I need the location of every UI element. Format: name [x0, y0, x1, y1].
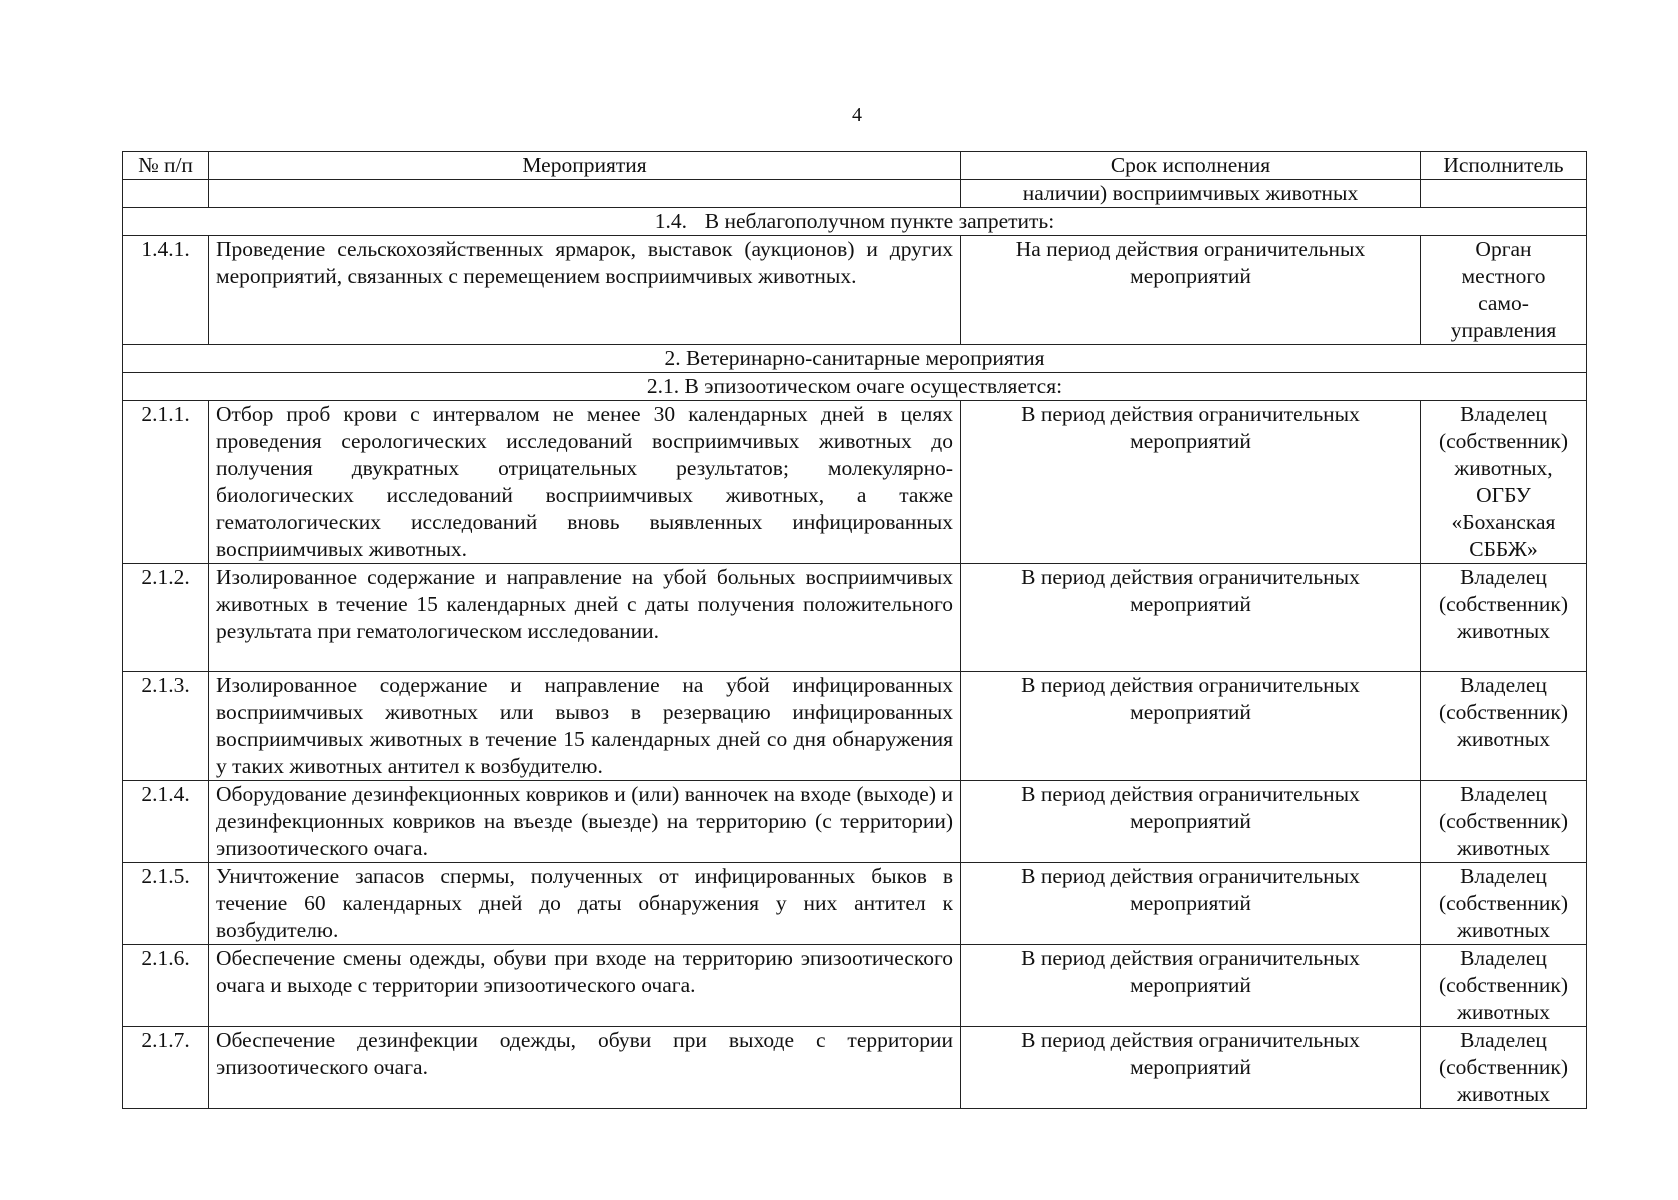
table-row [123, 863, 1587, 945]
row-executor: Владелец (собственник) животных [1421, 863, 1587, 945]
row-term: В период действия ограничительных мероприятий [961, 781, 1421, 863]
header-executor: Исполнитель [1421, 152, 1587, 180]
section-1-4-number: 1.4. [654, 209, 688, 233]
row-activity: Уничтожение запасов спермы, полученных от инфицированных быков в течение 60 календарных дней до даты обнаружения у них антител к возбудителю. [209, 863, 961, 945]
section-2-1-heading: 2.1. В эпизоотическом очаге осуществляется: [123, 373, 1587, 401]
row-activity: Проведение сельскохозяйственных ярмарок, выставок (аукционов) и других мероприятий, связанных с перемещением восприимчивых животных. [209, 236, 961, 345]
row-executor: Владелец (собственник) животных, ОГБУ «Боханская СББЖ» [1421, 401, 1587, 564]
row-term: На период действия ограничительных мероприятий [961, 236, 1421, 345]
row-executor: Владелец (собственник) животных [1421, 564, 1587, 672]
row-executor: Владелец (собственник) животных [1421, 781, 1587, 863]
table-row [123, 401, 1587, 564]
row-executor: Владелец (собственник) животных [1421, 945, 1587, 1027]
row-term: В период действия ограничительных мероприятий [961, 672, 1421, 781]
row-term: В период действия ограничительных мероприятий [961, 1027, 1421, 1109]
section-1-4-heading [123, 208, 1587, 236]
table-row [123, 672, 1587, 781]
page-number: 4 [852, 104, 862, 126]
row-number: 2.1.1. [123, 401, 209, 564]
row-number: 2.1.7. [123, 1027, 209, 1109]
continuation-row [123, 180, 1587, 208]
row-activity: Оборудование дезинфекционных ковриков и (или) ванночек на входе (выходе) и дезинфекционных ковриков на въезде (выезде) на территорию (с территории) эпизоотического очага. [209, 781, 961, 863]
row-executor: Владелец (собственник) животных [1421, 1027, 1587, 1109]
row-number: 2.1.4. [123, 781, 209, 863]
header-term: Срок исполнения [961, 152, 1421, 180]
row-term: В период действия ограничительных мероприятий [961, 945, 1421, 1027]
continuation-executor [1421, 180, 1587, 208]
continuation-num [123, 180, 209, 208]
table-header-row [123, 152, 1587, 180]
row-number: 1.4.1. [123, 236, 209, 345]
header-activity: Мероприятия [209, 152, 961, 180]
row-activity: Обеспечение дезинфекции одежды, обуви при выходе с территории эпизоотического очага. [209, 1027, 961, 1109]
row-number: 2.1.3. [123, 672, 209, 781]
header-num: № п/п [123, 152, 209, 180]
table-row [123, 945, 1587, 1027]
row-number: 2.1.2. [123, 564, 209, 672]
section-heading-row [123, 373, 1587, 401]
table-row [123, 1027, 1587, 1109]
row-activity: Обеспечение смены одежды, обуви при входе на территорию эпизоотического очага и выходе с территории эпизоотического очага. [209, 945, 961, 1027]
row-executor: Орган местного само-управления [1421, 236, 1587, 345]
table-row [123, 781, 1587, 863]
table-row [123, 236, 1587, 345]
row-activity: Изолированное содержание и направление на убой больных восприимчивых животных в течение 15 календарных дней с даты получения положительного результата при гематологическом исследовании. [209, 564, 961, 672]
row-number: 2.1.5. [123, 863, 209, 945]
row-activity: Изолированное содержание и направление на убой инфицированных восприимчивых животных или вывоз в резервацию инфицированных восприимчивых животных в течение 15 календарных дней со дня обнаружения у таких животных антител к возбудителю. [209, 672, 961, 781]
continuation-term: наличии) восприимчивых животных [961, 180, 1421, 208]
row-number: 2.1.6. [123, 945, 209, 1027]
row-executor: Владелец (собственник) животных [1421, 672, 1587, 781]
section-heading-row [123, 208, 1587, 236]
continuation-activity [209, 180, 961, 208]
row-term: В период действия ограничительных мероприятий [961, 863, 1421, 945]
section-heading-row [123, 345, 1587, 373]
measures-table [122, 151, 1587, 1109]
row-activity: Отбор проб крови с интервалом не менее 30 календарных дней в целях проведения серологических исследований восприимчивых животных до получения двукратных отрицательных результатов; молекулярно-биологических исследований восприимчивых животных, а также гематологических исследований вновь выявленных инфицированных восприимчивых животных. [209, 401, 961, 564]
table-row [123, 564, 1587, 672]
section-1-4-title: В неблагополучном пункте запретить: [704, 209, 1055, 233]
row-term: В период действия ограничительных мероприятий [961, 401, 1421, 564]
row-term: В период действия ограничительных мероприятий [961, 564, 1421, 672]
section-2-heading: 2. Ветеринарно-санитарные мероприятия [123, 345, 1587, 373]
